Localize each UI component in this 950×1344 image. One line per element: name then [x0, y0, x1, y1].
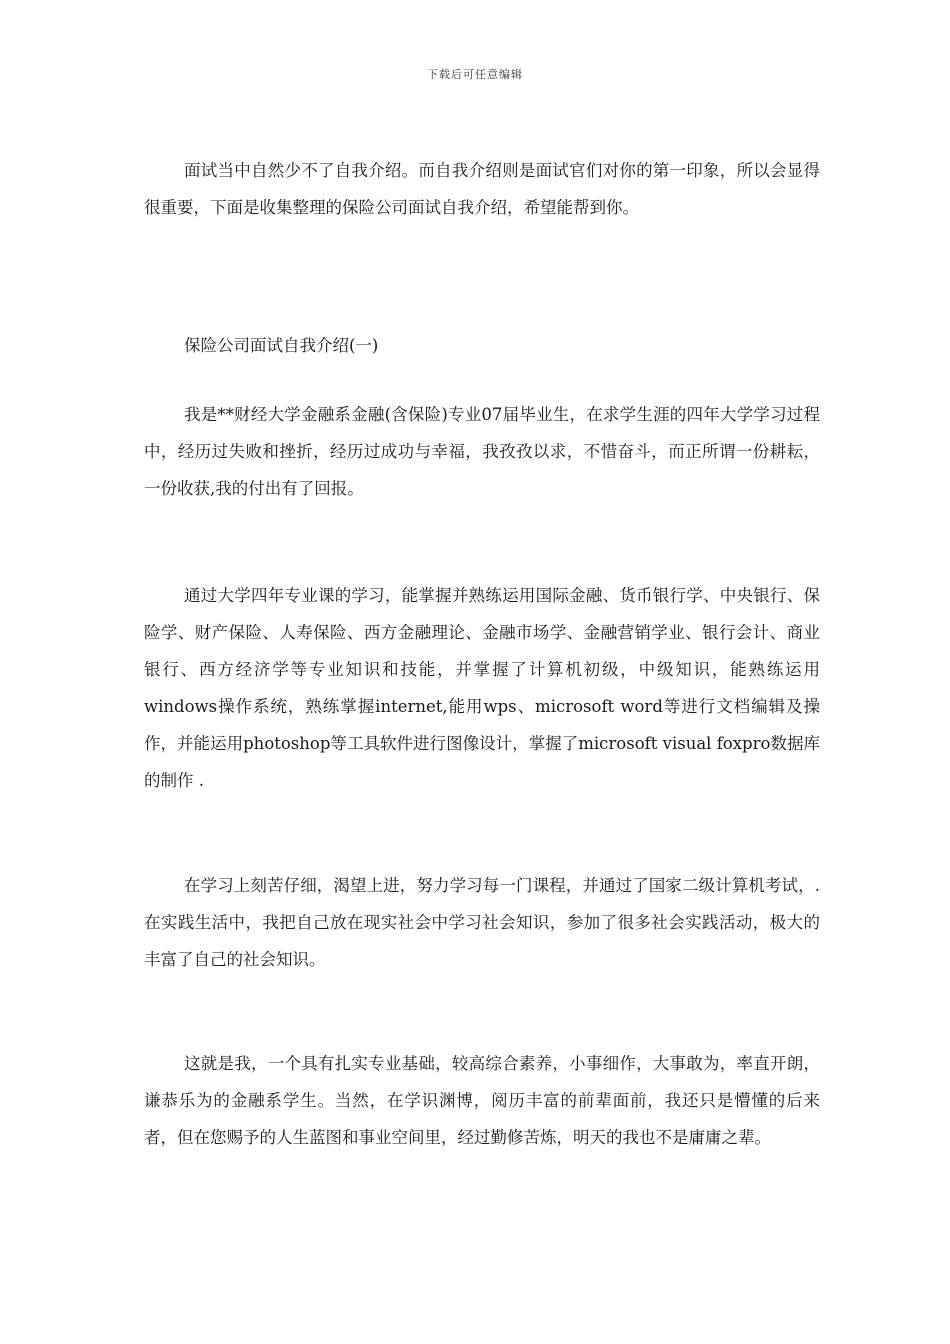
section-title: 保险公司面试自我介绍(一) — [184, 336, 379, 355]
paragraph-4: 这就是我，一个具有扎实专业基础，较高综合素养，小事细作，大事敢为，率直开朗，谦恭乐为的金融系学生。当然，在学识渊博，阅历丰富的前辈面前，我还只是懵懂的后来者，但在您赐予的人生蓝图和事业空间里，经过勤修苦炼，明天的我也不是庸庸之辈。 — [144, 1054, 820, 1147]
intro-paragraph: 面试当中自然少不了自我介绍。而自我介绍则是面试官们对你的第一印象，所以会显得很重要，下面是收集整理的保险公司面试自我介绍，希望能帮到你。 — [144, 161, 820, 217]
paragraph-1: 我是**财经大学金融系金融(含保险)专业07届毕业生，在求学生涯的四年大学学习过程中，经历过失败和挫折，经历过成功与幸福，我孜孜以求，不惜奋斗，而正所谓一份耕耘，一份收获,我的付出有了回报。 — [144, 405, 820, 498]
paragraph-3: 在学习上刻苦仔细，渴望上进，努力学习每一门课程，并通过了国家二级计算机考试，.在实践生活中，我把自己放在现实社会中学习社会知识，参加了很多社会实践活动，极大的丰富了自己的社会知识。 — [144, 876, 820, 969]
page-header: 下载后可任意编辑 — [427, 68, 523, 81]
paragraph-2: 通过大学四年专业课的学习，能掌握并熟练运用国际金融、货币银行学、中央银行、保险学、财产保险、人寿保险、西方金融理论、金融市场学、金融营销学业、银行会计、商业银行、西方经济学等专业知识和技能，并掌握了计算机初级，中级知识，能熟练运用windows操作系统，熟练掌握internet,能用wps、microsoft word等进行文档编辑及操作，并能运用photoshop等工具软件进行图像设计，掌握了microsoft visual foxpro数据库的制作 . — [144, 586, 820, 790]
